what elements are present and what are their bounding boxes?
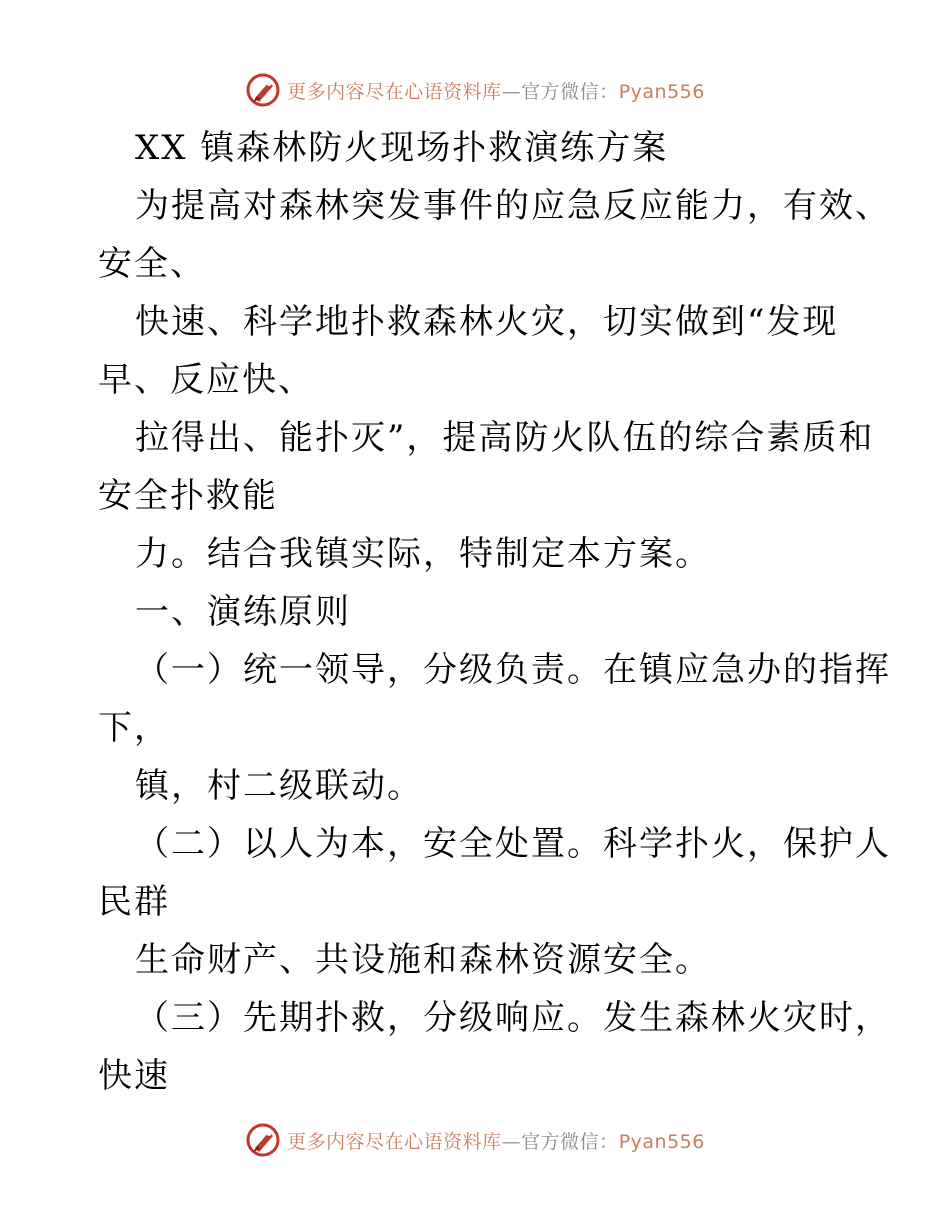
footer-watermark (0, 1120, 950, 1160)
watermark-dash: — (501, 80, 522, 103)
paragraph-line: 快速 (98, 1056, 170, 1096)
section-heading: 一、演练原则 (135, 592, 351, 632)
watermark-label: 官方微信： (521, 1130, 619, 1153)
paragraph-line: 为提高对森林突发事件的应急反应能力，有效、 (135, 186, 891, 226)
watermark-dash: — (501, 1130, 522, 1153)
paragraph-line: 民群 (98, 882, 170, 922)
paragraph-line: 早、反应快、 (98, 360, 314, 400)
document-title: XX 镇森林防火现场扑救演练方案 (135, 128, 669, 168)
paragraph-line: 拉得出、能扑灭”，提高防火队伍的综合素质和 (135, 418, 875, 458)
paragraph-line: 安全扑救能 (98, 476, 278, 516)
paragraph-line: （一）统一领导，分级负责。在镇应急办的指挥 (135, 650, 891, 690)
paragraph-line: （二）以人为本，安全处置。科学扑火，保护人 (135, 824, 891, 864)
paragraph-line: 镇，村二级联动。 (135, 766, 423, 806)
watermark-label: 官方微信： (521, 80, 619, 103)
paragraph-line: 生命财产、共设施和森林资源安全。 (135, 940, 711, 980)
watermark-brand: 更多内容尽在心语资料库 (287, 1130, 502, 1153)
paragraph-line: 力。结合我镇实际，特制定本方案。 (135, 534, 711, 574)
pen-logo-icon (245, 1122, 281, 1158)
paragraph-line: 下， (98, 708, 170, 748)
paragraph-line: 安全、 (98, 244, 206, 284)
paragraph-line: （三）先期扑救，分级响应。发生森林火灾时， (135, 998, 891, 1038)
watermark-brand: 更多内容尽在心语资料库 (287, 80, 502, 103)
watermark-id: Pyan556 (618, 80, 705, 103)
watermark-id: Pyan556 (618, 1130, 705, 1153)
paragraph-line: 快速、科学地扑救森林火灾，切实做到“发现 (135, 302, 839, 342)
